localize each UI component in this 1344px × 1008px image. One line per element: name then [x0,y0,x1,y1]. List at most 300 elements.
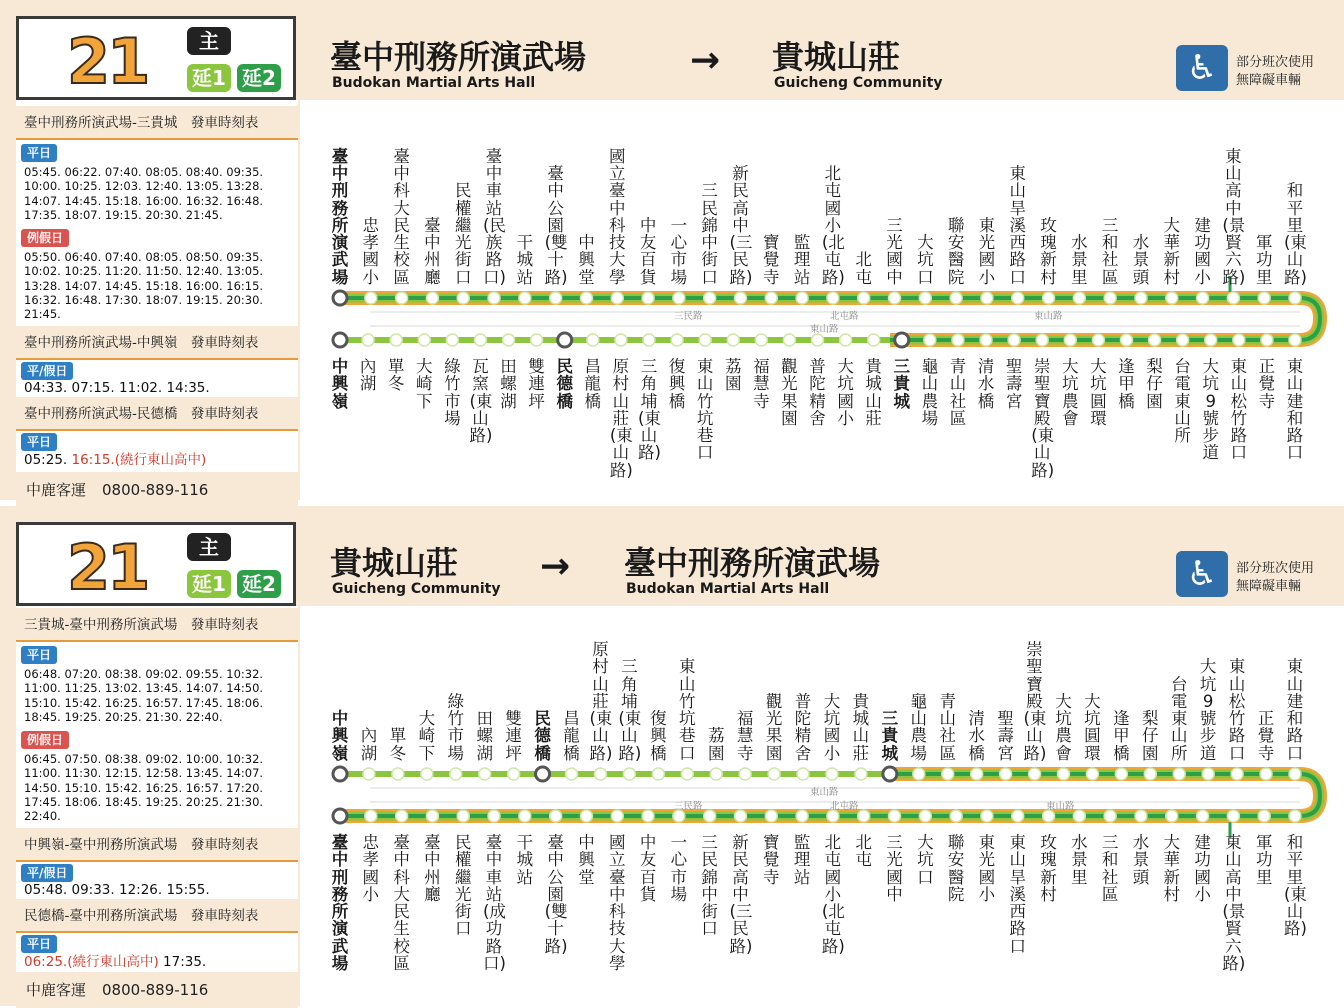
stop-name: 龜山農場 [910,691,928,763]
stop-name: 大坑農會 [1062,357,1079,428]
detour-time: 06:25.(繞行東山高中) [24,954,159,970]
weekday-badge: 平日 [21,646,57,664]
weekday-times [24,453,296,467]
weekday-times [24,955,296,969]
stop-dot [566,768,578,780]
stop-dot [1289,810,1301,822]
stop-dot [1036,334,1048,346]
stop-name: 清水橋 [977,357,995,411]
stop-name: 玫瑰新村 [1040,833,1057,904]
stop-name: 三光國中 [886,215,903,287]
stop-dot [519,292,531,304]
wheelchair-icon: ♿ [1176,45,1228,91]
stop-dot [840,334,852,346]
stop-name: 崇聖寶殿(東山路) [1023,639,1047,763]
stop-dot [1289,292,1301,304]
stop-dot [671,334,683,346]
stop-name: 台電東山所 [1174,357,1191,446]
stop-dot [450,768,462,780]
all-days-badge: 平/假日 [21,864,73,882]
time-line: 13:28. 14:07. 14:45. 15:18. 16:00. 16:15. [24,278,264,293]
stop-dot [1258,810,1270,822]
stop-dot [1043,292,1055,304]
stop-dot [765,810,777,822]
stop-name: 聖壽宮 [997,709,1014,763]
stop-name: 逢甲橋 [1118,357,1135,411]
stop-name: 中友百貨 [639,833,657,904]
stop-name: 東山松竹路口 [1230,357,1248,463]
stop-dot [1202,768,1214,780]
stop-name: 觀光果園 [781,357,798,428]
time-line: 17:35. 18:07. 19:15. 20:30. 21:45. [24,207,223,222]
stop-name: 內湖 [359,357,377,394]
stop-dot [1086,768,1098,780]
stop-name: 東山建和路口 [1286,657,1304,763]
time-line: 11:00. 11:25. 13:02. 13:45. 14:07. 14:50. [24,681,264,696]
stop-dot [855,768,867,780]
stop-dot [858,810,870,822]
time-line: 06:48. 07:20. 08:38. 09:02. 09:55. 10:32. [24,667,264,681]
detour-time: 16:15.(繞行東山高中) [71,452,207,468]
direction-arrow-icon: → [690,40,721,81]
stop-dot [587,334,599,346]
stop-name: 貴城山莊 [852,691,870,763]
stop-dot [1177,334,1189,346]
timetable-column [16,100,298,500]
time-line: 15:10. 15:42. 16:25. 16:57. 17:45. 18:06. [24,695,264,710]
stop-name: 一心市場 [670,215,688,287]
accessible-note [1236,54,1314,90]
stop-dot [1029,768,1041,780]
stop-dot [1135,810,1147,822]
stop-dot [1149,334,1161,346]
direction-arrow-icon: → [540,546,571,587]
stop-dot [623,768,635,780]
route-number-box [16,522,296,606]
stop-name: 福慧寺 [736,709,754,763]
stop-name: 臺中車站(成功路口) [483,833,506,974]
stop-name: 臺中公園(雙十路) [544,163,568,287]
stop-dot [1166,810,1178,822]
accessible-note [1236,560,1314,596]
time-line: 14:07. 14:45. 15:18. 16:00. 16:32. 16:48. [24,193,264,208]
schedule-title: 中興嶺-臺中刑務所演武場 發車時刻表 [16,828,298,862]
stop-name: 干城站 [516,233,534,287]
route-number: 21 [67,25,148,98]
destination-name-en: Guicheng Community [774,75,943,91]
stop-name: 正覺寺 [1257,709,1275,763]
stop-name: 大坑國小 [837,357,854,428]
stop-name: 綠竹市場 [447,691,464,763]
stop-name: 台電東山所 [1170,674,1188,763]
stop-name: 三民錦中街口 [701,833,718,939]
stop-dot [615,334,627,346]
stop-dot [950,810,962,822]
stop-name: 北屯國小(北屯路) [821,163,845,287]
stop-name: 大坑口 [917,833,934,887]
stop-dot [1104,292,1116,304]
time-line: 10:02. 10:25. 11:20. 11:50. 12:40. 13:05. [24,264,264,279]
holiday-times [24,250,296,321]
stop-dot [1227,810,1239,822]
stop-name: 三貴城 [893,357,910,411]
stop-name: 聯安醫院 [947,215,965,287]
stop-name: 水景頭 [1132,833,1150,887]
stop-dot [1144,768,1156,780]
extension-2-tag: 延2 [237,64,281,92]
stop-name: 忠孝國小 [362,833,380,904]
time-line: 10:00. 10:25. 12:03. 12:40. 13:05. 13:28. [24,179,264,194]
stop-dot [550,292,562,304]
stop-name: 中興嶺 [331,709,349,763]
stop-name: 梨仔園 [1142,709,1159,763]
stop-dot [1057,768,1069,780]
stop-dot [673,292,685,304]
stop-name: 寶覺寺 [763,233,780,287]
stop-dot [942,768,954,780]
stop-dot [924,334,936,346]
time-line: 06:45. 07:50. 08:38. 09:02. 10:00. 10:32. [24,752,264,766]
stop-name: 大坑9號步道 [1202,357,1219,463]
stop-name: 臺中公園(雙十路) [544,833,568,956]
stop-dot [952,334,964,346]
stop-dot [1092,334,1104,346]
stop-name: 原村山莊(東山路) [609,357,633,480]
stop-dot [479,768,491,780]
extension-1-tag: 延1 [187,570,231,598]
stop-dot [1008,334,1020,346]
stop-name: 福慧寺 [753,357,770,411]
stop-name: 瓦窯(東山路) [469,357,493,446]
road-label: 東山路 [810,324,839,335]
stop-name: 臺中刑務所演武場 [331,833,349,974]
stop-name: 大坑圓環 [1084,691,1101,763]
weekday-badge: 平日 [21,935,57,953]
route-number-box [16,16,296,100]
stop-dot [765,292,777,304]
stop-dot [1261,334,1273,346]
time-text: 17:35. [158,954,207,970]
stop-dot [1260,768,1272,780]
stop-dot [457,292,469,304]
route-panel-inbound [0,506,1344,1006]
stop-name: 綠竹市場 [444,357,461,428]
weekday-times [24,165,296,222]
stop-name: 東山竹坑巷口 [679,657,696,763]
stop-dot [643,334,655,346]
stop-dot [950,292,962,304]
stop-name: 大坑9號步道 [1199,657,1217,763]
holiday-times [24,752,296,823]
stop-name: 大坑農會 [1055,691,1072,763]
stop-name: 水景頭 [1132,233,1150,287]
timetable-column [16,606,298,1006]
stop-name: 復興橋 [650,709,667,763]
stop-dot [652,768,664,780]
stop-name: 東山旱溪西路口 [1009,163,1026,287]
stop-name: 龜山農場 [921,357,939,428]
accessible-note-line2: 無障礙車輛 [1236,579,1302,594]
origin-name: 臺中刑務所演武場 [330,38,587,76]
schedule-title: 三貴城-臺中刑務所演武場 發車時刻表 [16,608,298,642]
stop-name: 北屯國小(北屯路) [821,833,845,956]
origin-name-en: Budokan Martial Arts Hall [332,75,536,91]
stop-name: 雙連坪 [528,357,545,411]
stop-dot [611,810,623,822]
stop-dot [580,810,592,822]
stop-name: 荔園 [724,357,742,394]
accessible-note-line1: 部分班次使用 [1236,55,1315,70]
direction-header [300,506,1344,606]
stop-dot [826,768,838,780]
stop-dot [365,810,377,822]
time-line: 21:45. [24,307,61,322]
stop-name: 田螺湖 [476,709,493,763]
stop-name: 大崎下 [416,357,433,411]
stop-name: 寶覺寺 [763,833,780,887]
time-line: 11:00. 11:30. 12:15. 12:58. 13:45. 14:07. [24,766,264,781]
stop-dot [1166,292,1178,304]
stop-dot [704,810,716,822]
holiday-badge: 例假日 [21,731,69,749]
stop-name: 三光國中 [886,833,903,904]
time-line: 16:32. 16:48. 17:30. 18:07. 19:15. 20:30. [24,292,264,307]
stop-dot [739,768,751,780]
stop-name: 臺中科大民生校區 [393,146,410,287]
stop-name: 青山社區 [939,691,956,763]
stop-dot [333,333,347,347]
stop-name: 北屯 [855,833,872,870]
stop-name: 中友百貨 [639,215,657,287]
stop-dot [971,768,983,780]
stop-name: 中興堂 [578,833,595,887]
main-route-tag: 主 [187,27,231,55]
stop-name: 軍功里 [1255,833,1273,887]
stop-dot [796,292,808,304]
stop-name: 清水橋 [968,709,985,763]
stop-dot [981,292,993,304]
stop-name: 新民高中(三民路) [729,163,753,287]
stop-dot [797,768,809,780]
stop-name: 崇聖寶殿(東山路) [1031,357,1055,480]
stop-name: 臺中州廳 [424,833,441,904]
stop-dot [558,333,572,347]
stop-dot [426,292,438,304]
stop-name: 忠孝國小 [362,215,380,287]
stop-name: 普陀精舍 [809,357,826,428]
stop-dot [919,810,931,822]
stop-dot [1197,810,1209,822]
stop-name: 東山高中(景賢六路) [1222,833,1246,974]
stop-dot [396,810,408,822]
stop-dot [508,768,520,780]
stop-name: 中興嶺 [331,357,349,411]
stop-name: 臺中刑務所演武場 [331,146,349,287]
stop-dot [1115,768,1127,780]
stop-name: 原村山莊(東山路) [589,639,613,763]
stop-dot [503,334,515,346]
stop-dot [446,334,458,346]
holiday-badge: 例假日 [21,229,69,247]
stop-dot [1197,292,1209,304]
stop-name: 民德橋 [534,709,551,763]
stop-dot [768,768,780,780]
stop-name: 大華新村 [1163,215,1181,287]
stop-dot [889,810,901,822]
stop-name: 大坑國小 [823,691,841,763]
stop-name: 正覺寺 [1258,357,1276,411]
origin-name: 貴城山莊 [330,544,459,582]
stop-name: 監理站 [793,833,811,887]
extension-1-tag: 延1 [187,64,231,92]
destination-name: 貴城山莊 [772,38,901,76]
stop-name: 東山旱溪西路口 [1009,833,1026,956]
stop-dot [333,767,347,781]
stop-name: 東光國小 [978,833,996,904]
stop-dot [418,334,430,346]
stop-name: 監理站 [793,233,811,287]
stop-dot [1231,768,1243,780]
stop-name: 大坑口 [917,233,934,287]
route-map [300,606,1344,1006]
stop-dot [1012,292,1024,304]
stop-name: 內湖 [360,726,378,763]
route-number: 21 [67,531,148,604]
stop-dot [727,334,739,346]
stop-name: 荔園 [707,726,725,763]
weekday-badge: 平日 [21,433,57,451]
stop-name: 臺中車站(民族路口) [483,146,506,287]
stop-name: 貴城山莊 [865,357,882,428]
stop-dot [1233,334,1245,346]
time-text: 05:25. [24,452,72,468]
stop-dot [827,292,839,304]
stop-dot [457,810,469,822]
accessible-note-line1: 部分班次使用 [1236,561,1315,576]
stop-name: 東山竹坑巷口 [696,357,714,463]
stop-dot [421,768,433,780]
stop-name: 中興堂 [578,233,595,287]
road-label: 東山路 [810,787,839,798]
time-line: 22:40. [24,809,61,824]
route-map [300,100,1344,500]
stop-dot [704,292,716,304]
road-label: 北屯路 [830,801,859,812]
stop-name: 三和社區 [1101,833,1119,904]
stop-dot [1258,292,1270,304]
stop-name: 單冬 [389,726,407,763]
stop-name: 東山建和路口 [1286,357,1304,463]
stop-name: 水景里 [1071,233,1088,287]
stop-dot [611,292,623,304]
schedule-title: 民德橋-臺中刑務所演武場 發車時刻表 [16,899,298,933]
stop-name: 臺中科大民生校區 [393,833,410,974]
origin-name-en: Guicheng Community [332,581,501,597]
stop-name: 三和社區 [1101,215,1119,287]
stop-name: 東山松竹路口 [1228,657,1246,763]
stop-dot [642,810,654,822]
stop-dot [519,810,531,822]
stop-dot [531,334,543,346]
stop-name: 昌龍橋 [563,709,580,763]
stop-dot [1064,334,1076,346]
stop-name: 建功國小 [1194,833,1211,904]
stop-dot [1073,810,1085,822]
stop-dot [333,809,347,823]
stop-name: 單冬 [387,357,405,394]
stop-name: 田螺湖 [500,357,517,411]
stop-dot [796,810,808,822]
stop-dot [1073,292,1085,304]
stop-name: 一心市場 [670,833,688,904]
stop-dot [889,292,901,304]
stop-dot [594,768,606,780]
stop-name: 昌龍橋 [584,357,602,411]
stop-name: 青山社區 [949,357,967,428]
stop-dot [390,334,402,346]
stop-dot [333,291,347,305]
road-label: 三民路 [674,311,703,322]
schedule-title: 臺中刑務所演武場-三貴城 發車時刻表 [16,106,298,140]
stop-name: 三民錦中街口 [701,181,718,287]
stop-name: 逢甲橋 [1113,709,1130,763]
road-label: 東山路 [1034,311,1063,322]
stop-name: 聖壽宮 [1005,357,1023,411]
all-days-times: 05:48. 09:33. 12:26. 15:55. [24,882,210,898]
stop-name: 大坑圓環 [1090,357,1107,428]
bus-company [16,972,298,1008]
stop-dot [1173,768,1185,780]
stop-name: 和平里(東山路) [1284,833,1307,939]
stop-name: 水景里 [1071,833,1088,887]
stop-name: 北屯 [855,250,872,287]
stop-dot [858,292,870,304]
direction-header [300,0,1344,100]
stop-dot [642,292,654,304]
stop-dot [426,810,438,822]
stop-dot [981,810,993,822]
stop-dot [883,767,897,781]
stop-dot [363,768,375,780]
stop-name: 三角埔(東山路) [618,657,642,763]
weekday-badge: 平日 [21,144,57,162]
weekday-times [24,667,296,724]
stop-dot [699,334,711,346]
stop-name: 大華新村 [1163,833,1181,904]
time-line: 14:50. 15:10. 15:42. 16:25. 16:57. 17:20. [24,780,264,795]
stop-dot [474,334,486,346]
stop-dot [913,768,925,780]
stop-name: 雙連坪 [505,709,522,763]
time-line: 05:50. 06:40. 07:40. 08:05. 08:50. 09:35. [24,250,264,264]
schedule-title: 臺中刑務所演武場-中興嶺 發車時刻表 [16,326,298,360]
road-label: 北屯路 [830,311,859,322]
accessible-note-line2: 無障礙車輛 [1236,73,1302,88]
stop-name: 東山高中(景賢六路) [1222,146,1246,287]
stop-dot [1012,810,1024,822]
stop-dot [812,334,824,346]
stop-dot [365,292,377,304]
stop-name: 觀光果園 [765,691,783,763]
time-line: 17:45. 18:06. 18:45. 19:25. 20:25. 21:30. [24,794,264,809]
destination-name: 臺中刑務所演武場 [624,544,881,582]
stop-dot [550,810,562,822]
stop-dot [536,767,550,781]
destination-name-en: Budokan Martial Arts Hall [626,581,830,597]
bus-company [16,472,298,508]
stop-name: 建功國小 [1194,215,1211,287]
stop-name: 國立臺中科技大學 [609,146,626,287]
